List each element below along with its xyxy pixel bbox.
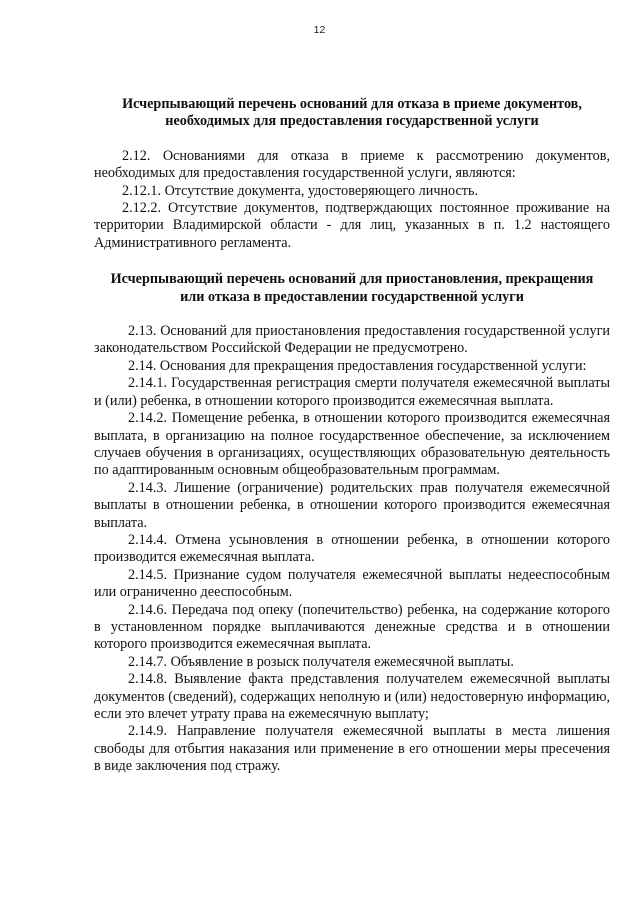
paragraph: 2.14.5. Признание судом получателя ежемесячной выплаты недееспособным или ограниченно дееспособным.	[94, 566, 610, 601]
paragraph: 2.13. Оснований для приостановления предоставления государственной услуги законодательством Российской Федерации не предусмотрено.	[94, 323, 610, 357]
paragraph: 2.14.6. Передача под опеку (попечительство) ребенка, на содержание которого в установленном порядке выплачиваются денежные средства и в отношении которого производится ежемесячная выплата.	[94, 601, 610, 653]
paragraph: 2.14.7. Объявление в розыск получателя ежемесячной выплаты.	[128, 653, 514, 670]
section-refusal-documents	[94, 96, 610, 252]
section-heading: Исчерпывающий перечень оснований для отказа в приеме документов, необходимых для предоставления государственной услуги	[122, 96, 582, 130]
section-suspension-termination	[94, 271, 610, 775]
page-number: 12	[313, 24, 326, 36]
paragraph: 2.14.3. Лишение (ограничение) родительских прав получателя ежемесячной выплаты в отношении ребенка, в отношении которого производится ежемесячная выплата.	[94, 479, 610, 531]
paragraph: 2.14.4. Отмена усыновления в отношении ребенка, в отношении которого производится ежемесячная выплата.	[94, 531, 610, 566]
paragraph: 2.14. Основания для прекращения предоставления государственной услуги:	[128, 357, 587, 374]
document-body	[94, 96, 610, 776]
section-heading: Исчерпывающий перечень оснований для приостановления, прекращения или отказа в предоставлении государственной услуги	[110, 271, 594, 305]
paragraph: 2.14.2. Помещение ребенка, в отношении которого производится ежемесячная выплата, в организацию на полное государственное обеспечение, за исключением случаев обучения в организациях, осуществляющих образовательную деятельность по адаптированным основным общеобразовательным программам.	[94, 410, 610, 479]
paragraph: 2.14.1. Государственная регистрация смерти получателя ежемесячной выплаты и (или) ребенка, в отношении которого производится ежемесячная выплата.	[94, 375, 610, 409]
paragraph: 2.14.8. Выявление факта представления получателем ежемесячной выплаты документов (сведений), содержащих неполную и (или) недостоверную информацию, если это влечет утрату права на ежемесячную выплату;	[94, 671, 610, 722]
paragraph: 2.14.9. Направление получателя ежемесячной выплаты в места лишения свободы для отбытия наказания или применение в его отношении меры пресечения в виде заключения под стражу.	[94, 723, 610, 775]
paragraph: 2.12.2. Отсутствие документов, подтверждающих постоянное проживание на территории Владимирской области - для лиц, указанных в п. 1.2 настоящего Административного регламента.	[94, 200, 610, 251]
paragraph: 2.12. Основаниями для отказа в приеме к рассмотрению документов, необходимых для предоставления государственной услуги, являются:	[94, 147, 610, 182]
paragraph: 2.12.1. Отсутствие документа, удостоверяющего личность.	[122, 182, 479, 199]
